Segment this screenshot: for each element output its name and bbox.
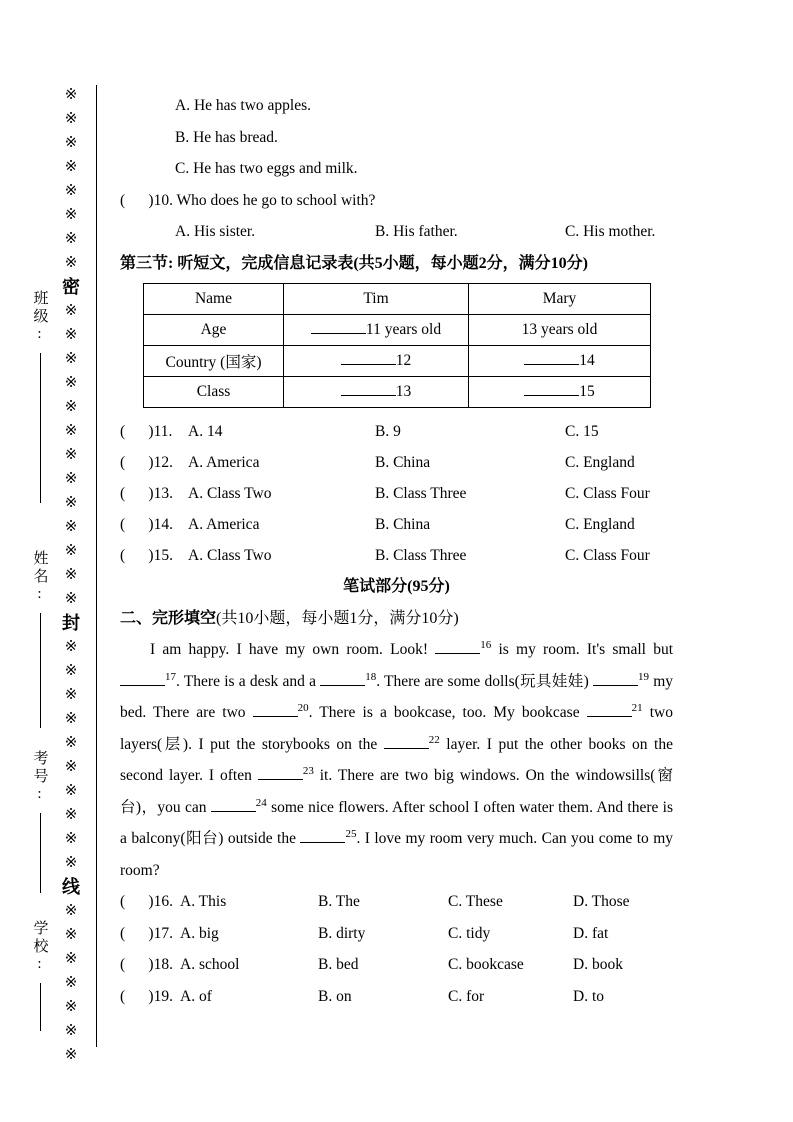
- cloze-questions: [120, 886, 673, 1012]
- table-cell: [144, 377, 284, 408]
- question-number: ( )16.: [120, 893, 177, 910]
- table-cell: [284, 284, 469, 315]
- cloze-passage: [120, 634, 673, 886]
- cell-text: Name: [194, 290, 232, 307]
- cell-text: Country (国家): [165, 354, 262, 371]
- question-text: Who does he go to school with?: [176, 191, 376, 209]
- question-number: ( )12.: [120, 454, 177, 471]
- question-row: [120, 918, 673, 950]
- answer-blank-line: [341, 383, 396, 396]
- option-label: B. The: [318, 893, 360, 910]
- table-cell: [469, 377, 651, 408]
- table-row: [144, 315, 651, 346]
- cloze-note: (共10小题，每小题1分，满分10分): [216, 609, 459, 627]
- q10-options: [120, 216, 673, 248]
- margin-field-blank-line: [40, 813, 41, 893]
- margin-field: [30, 550, 50, 728]
- question-10: [120, 185, 673, 217]
- blank-number: 20: [297, 701, 309, 714]
- option-label: A. school: [180, 956, 240, 973]
- listening-questions: [120, 416, 673, 571]
- answer-blank: [253, 701, 309, 721]
- cell-text: Tim: [363, 290, 389, 307]
- question-row: [120, 981, 673, 1013]
- margin-field: [30, 750, 50, 893]
- passage-text: layer. I put the other books on the second layer. I often: [120, 735, 673, 784]
- passage-text: two layers(层). I put the storybooks on the: [120, 704, 674, 753]
- margin-field-label: 姓名:: [31, 550, 48, 605]
- cell-text: 13 years old: [521, 321, 598, 338]
- table-cell: [144, 284, 284, 315]
- section3-title: 第三节: 听短文，完成信息记录表: [120, 254, 354, 272]
- blank-number: 19: [637, 670, 649, 683]
- option-label: A. of: [180, 987, 212, 1005]
- answer-blank: [320, 670, 377, 690]
- option-label: B. on: [318, 987, 352, 1005]
- passage-text: . There is a bookcase, too. My bookcase: [308, 704, 587, 721]
- option-label: A. Class Two: [188, 547, 272, 564]
- blank-number: 23: [302, 764, 314, 777]
- option-label: A. This: [180, 893, 227, 910]
- cell-text: Age: [200, 321, 227, 338]
- option-label: D. fat: [573, 924, 609, 942]
- cell-text: Class: [196, 383, 231, 400]
- margin-field-blank-line: [40, 353, 41, 503]
- option-label: A. big: [180, 924, 219, 942]
- answer-blank: [258, 764, 314, 784]
- answer-blank: [587, 701, 643, 721]
- seal-border-line: [96, 85, 97, 1047]
- option-label: C. His mother.: [565, 223, 656, 240]
- cloze-header: [120, 603, 673, 635]
- option-label: C. England: [565, 454, 635, 471]
- blank-number: 14: [579, 352, 595, 370]
- section3-header: [120, 248, 673, 280]
- table-row: [144, 284, 651, 315]
- answer-blank: [593, 670, 649, 690]
- option-label: A. 14: [188, 423, 223, 440]
- option-line: A. He has two apples.: [175, 97, 312, 114]
- seal-decoration: ※※※※※※※※※※: [62, 637, 78, 877]
- question-number: ( )15.: [120, 547, 177, 564]
- blank-line: [258, 767, 303, 780]
- blank-number: 18: [365, 670, 377, 683]
- blank-number: 21: [631, 701, 643, 714]
- cell-text: Mary: [542, 290, 577, 307]
- question-row: [120, 447, 673, 478]
- blank-line: [211, 798, 256, 811]
- seal-character: 线: [60, 877, 80, 901]
- passage-text: it. There are two big windows. On the windowsills(窗台)，you can: [120, 767, 673, 816]
- option-label: C. for: [448, 987, 485, 1005]
- option-label: D. to: [573, 987, 604, 1005]
- exam-content: [120, 90, 673, 1012]
- question-number: ( )14.: [120, 516, 177, 533]
- question-number: ( )19.: [120, 987, 177, 1005]
- answer-blank-line: [524, 383, 579, 396]
- option-label: D. Those: [573, 893, 630, 910]
- blank-number: 25: [345, 827, 357, 840]
- written-part-header: 笔试部分(95分): [343, 578, 450, 595]
- option-label: B. China: [375, 516, 431, 533]
- blank-line: [587, 704, 632, 717]
- question-row: [120, 540, 673, 571]
- table-cell: [284, 377, 469, 408]
- option-label: A. Class Two: [188, 485, 272, 502]
- table-cell: [144, 346, 284, 377]
- question-number: ( )13.: [120, 485, 177, 502]
- answer-blank: [300, 827, 357, 847]
- option-label: B. China: [375, 454, 431, 471]
- table-cell: [469, 315, 651, 346]
- passage-text: . There are some dolls(玩具娃娃): [376, 672, 593, 690]
- table-cell: [284, 346, 469, 377]
- seal-character: 封: [60, 613, 80, 637]
- blank-line: [593, 672, 638, 685]
- option-label: B. dirty: [318, 924, 366, 942]
- passage-text: my bed. There are two: [120, 672, 674, 721]
- answer-blank-line: [341, 352, 396, 365]
- option-label: B. bed: [318, 956, 359, 973]
- passage-text: . I love my room very much. Can you come to my room?: [120, 830, 674, 879]
- answer-blank: [120, 670, 176, 690]
- passage-text: I am happy. I have my own room. Look!: [150, 641, 436, 658]
- answer-blank: [211, 796, 267, 816]
- answer-blank-line: [524, 352, 579, 365]
- question-row: [120, 886, 673, 918]
- answer-blank: [435, 638, 492, 658]
- option-label: A. America: [188, 516, 260, 533]
- margin-field-blank-line: [40, 613, 41, 728]
- question-row: [120, 509, 673, 540]
- table-row: [144, 346, 651, 377]
- margin-field-label: 考号:: [31, 750, 48, 805]
- blank-number: 17: [165, 670, 176, 683]
- blank-line: [120, 672, 165, 685]
- section3-note: (共5小题，每小题2分，满分10分): [353, 254, 589, 272]
- option-label: C. These: [448, 893, 503, 910]
- passage-text: some nice flowers. After school I often water them. And there is a balcony(阳台) outside the: [120, 798, 673, 847]
- option-label: C. England: [565, 516, 635, 533]
- question-row: [120, 949, 673, 981]
- table-cell: [469, 284, 651, 315]
- cloze-title: 二、完形填空: [120, 609, 217, 627]
- option-label: C. Class Four: [565, 485, 650, 502]
- answer-blank-line: [311, 321, 366, 334]
- option-label: D. book: [573, 956, 623, 973]
- blank-line: [435, 641, 480, 654]
- blank-line: [253, 704, 298, 717]
- option-label: C. bookcase: [448, 956, 524, 973]
- option-label: C. tidy: [448, 924, 491, 942]
- seal-character: 密: [60, 277, 80, 301]
- option-line: B. He has bread.: [175, 128, 278, 146]
- option-label: C. Class Four: [565, 547, 650, 564]
- seal-decoration: ※※※※※※※※: [62, 85, 78, 277]
- question-row: [120, 478, 673, 509]
- info-table: [143, 283, 651, 408]
- cell-text: years old: [380, 321, 442, 339]
- option-label: B. 9: [375, 423, 401, 440]
- question-number: ( )10.: [120, 191, 177, 209]
- blank-number: 11: [365, 321, 381, 339]
- blank-number: 13: [395, 383, 412, 401]
- blank-number: 16: [480, 638, 492, 651]
- option-line: C. He has two eggs and milk.: [175, 160, 358, 177]
- option-label: B. His father.: [375, 223, 458, 240]
- table-row: [144, 377, 651, 408]
- seal-decoration: ※※※※※※※: [62, 901, 78, 1069]
- question-number: ( )17.: [120, 924, 177, 942]
- margin-field: [30, 920, 50, 1031]
- blank-line: [384, 735, 429, 748]
- margin-field: [30, 290, 50, 503]
- blank-number: 24: [255, 796, 267, 809]
- option-label: A. His sister.: [175, 223, 256, 240]
- info-table-body: [144, 284, 651, 408]
- blank-number: 15: [579, 383, 595, 401]
- option-label: B. Class Three: [375, 547, 467, 564]
- option-label: C. 15: [565, 423, 599, 440]
- seal-decoration: ※※※※※※※※※※※※※: [62, 301, 78, 613]
- margin-field-label: 学校:: [31, 920, 48, 975]
- margin-field-label: 班级:: [31, 290, 48, 345]
- question-number: ( )18.: [120, 956, 177, 973]
- table-cell: [284, 315, 469, 346]
- table-cell: [144, 315, 284, 346]
- passage-text: . There is a desk and a: [176, 672, 321, 690]
- margin-field-blank-line: [40, 983, 41, 1031]
- question-number: ( )11.: [120, 423, 177, 440]
- seal-decoration-column: [58, 85, 82, 1069]
- option-label: A. America: [188, 454, 260, 471]
- question-row: [120, 416, 673, 447]
- option-label: B. Class Three: [375, 485, 467, 502]
- q9-options: [120, 90, 673, 185]
- blank-line: [320, 672, 365, 685]
- table-cell: [469, 346, 651, 377]
- blank-line: [300, 830, 345, 843]
- blank-number: 12: [395, 352, 412, 370]
- answer-blank: [384, 733, 440, 753]
- blank-number: 22: [428, 733, 440, 746]
- passage-text: is my room. It's small but: [491, 641, 673, 658]
